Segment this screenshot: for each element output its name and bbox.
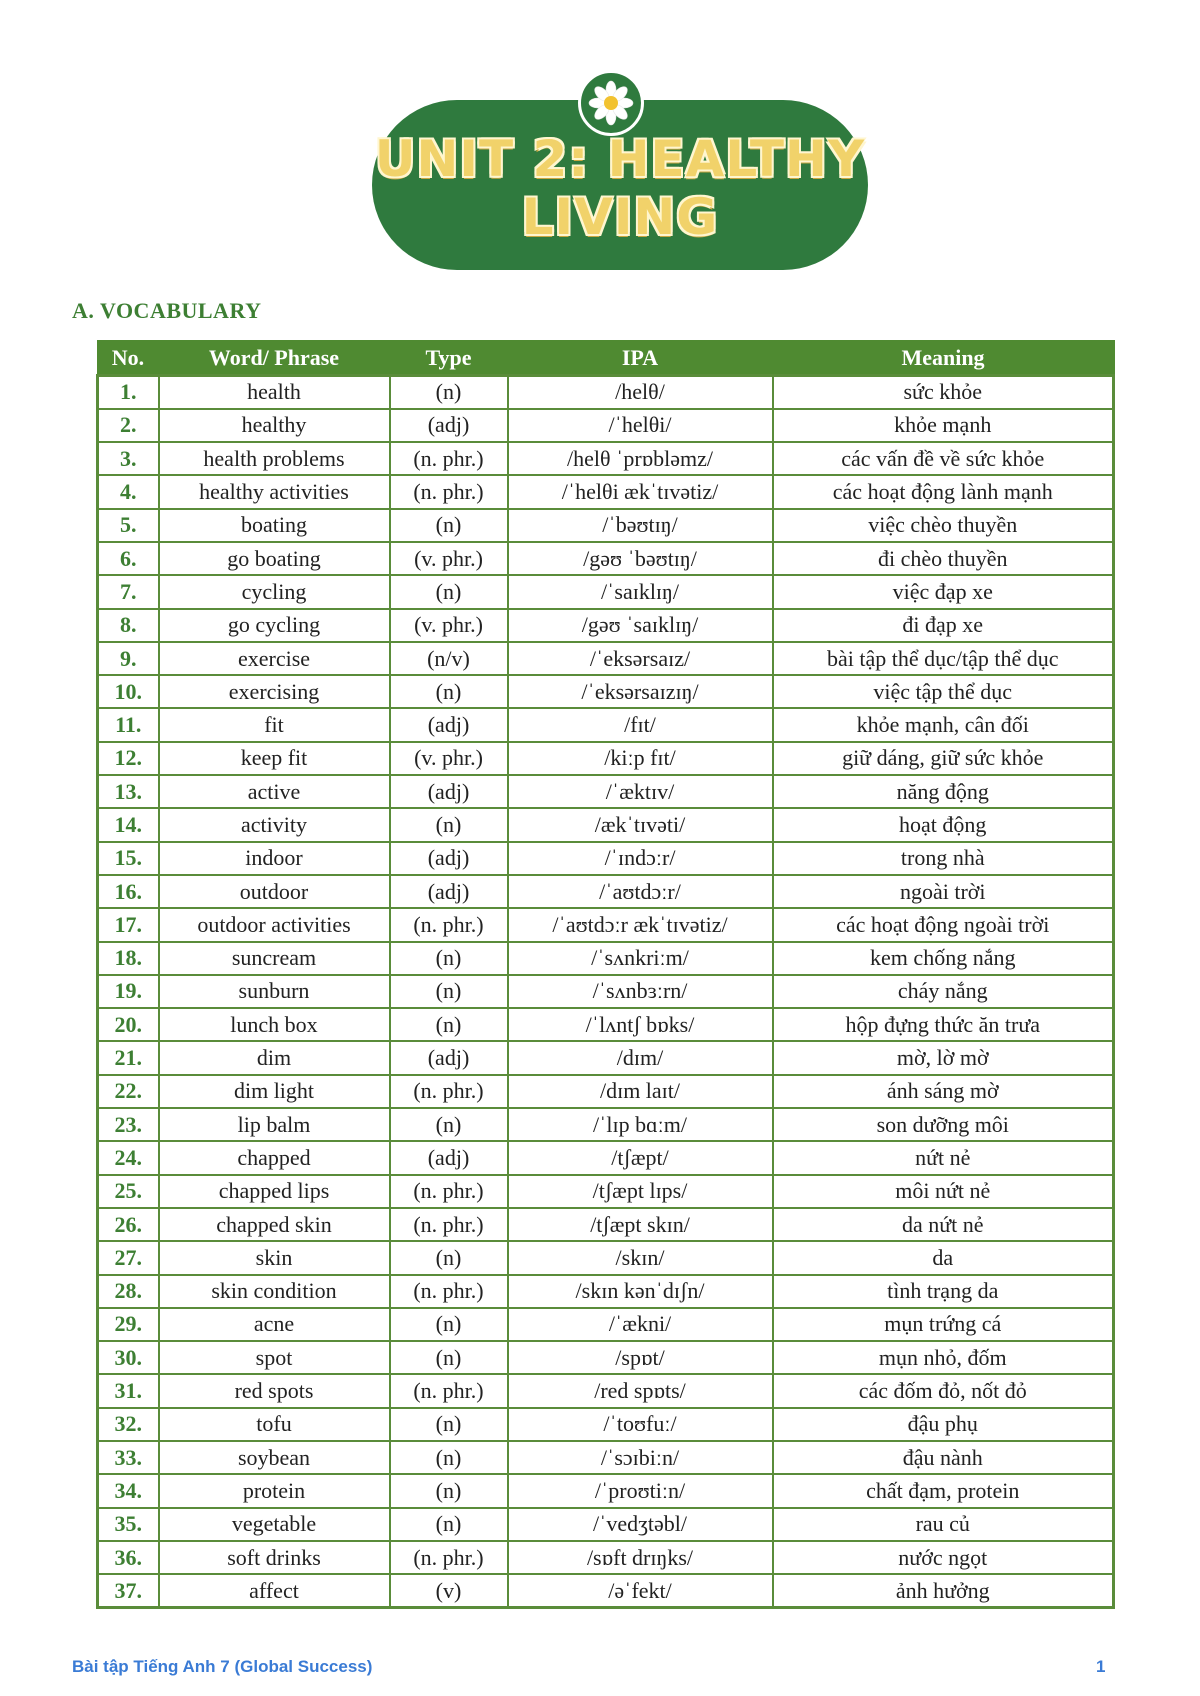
row-number: 28. — [98, 1275, 159, 1308]
meaning-cell: đậu phụ — [773, 1408, 1114, 1441]
ipa-cell: /ˈhelθi ækˈtɪvətiz/ — [508, 475, 773, 508]
page-number: 1 — [1096, 1657, 1106, 1676]
table-row — [98, 442, 1114, 475]
table-row — [98, 1341, 1114, 1374]
table-row — [98, 1308, 1114, 1341]
table-header-row — [98, 341, 1114, 376]
type-cell: (adj) — [390, 1141, 508, 1174]
ipa-cell: /tʃæpt skɪn/ — [508, 1208, 773, 1241]
type-cell: (v) — [390, 1574, 508, 1607]
table-row — [98, 1075, 1114, 1108]
header-word-phrase: Word/ Phrase — [159, 341, 390, 376]
word-phrase-cell: go cycling — [159, 609, 390, 642]
table-row — [98, 775, 1114, 808]
table-row — [98, 1508, 1114, 1541]
table-row — [98, 642, 1114, 675]
ipa-cell: /ˈsʌnbɜːrn/ — [508, 975, 773, 1008]
row-number: 35. — [98, 1508, 159, 1541]
word-phrase-cell: spot — [159, 1341, 390, 1374]
ipa-cell: /tʃæpt/ — [508, 1141, 773, 1174]
table-row — [98, 1241, 1114, 1274]
row-number: 21. — [98, 1041, 159, 1074]
row-number: 6. — [98, 542, 159, 575]
word-phrase-cell: sunburn — [159, 975, 390, 1008]
ipa-cell: /ˈsɔɪbiːn/ — [508, 1441, 773, 1474]
table-row — [98, 942, 1114, 975]
ipa-cell: /əˈfekt/ — [508, 1574, 773, 1607]
word-phrase-cell: cycling — [159, 575, 390, 608]
ipa-cell: /ˈsʌnkriːm/ — [508, 942, 773, 975]
word-phrase-cell: acne — [159, 1308, 390, 1341]
word-phrase-cell: affect — [159, 1574, 390, 1607]
word-phrase-cell: lip balm — [159, 1108, 390, 1141]
ipa-cell: /ˈaʊtdɔːr/ — [508, 875, 773, 908]
word-phrase-cell: dim — [159, 1041, 390, 1074]
ipa-cell: /red spɒts/ — [508, 1374, 773, 1407]
ipa-cell: /ˈɪndɔːr/ — [508, 842, 773, 875]
meaning-cell: ngoài trời — [773, 875, 1114, 908]
meaning-cell: giữ dáng, giữ sức khỏe — [773, 742, 1114, 775]
row-number: 20. — [98, 1008, 159, 1041]
row-number: 23. — [98, 1108, 159, 1141]
ipa-cell: /skɪn/ — [508, 1241, 773, 1274]
row-number: 2. — [98, 409, 159, 442]
type-cell: (adj) — [390, 1041, 508, 1074]
ipa-cell: /ˈlɪp bɑːm/ — [508, 1108, 773, 1141]
row-number: 7. — [98, 575, 159, 608]
table-row — [98, 542, 1114, 575]
table-row — [98, 509, 1114, 542]
row-number: 1. — [98, 376, 159, 409]
meaning-cell: ánh sáng mờ — [773, 1075, 1114, 1108]
type-cell: (v. phr.) — [390, 609, 508, 642]
unit-title-banner — [372, 70, 872, 272]
table-row — [98, 1474, 1114, 1507]
ipa-cell: /gəʊ ˈsaɪklɪŋ/ — [508, 609, 773, 642]
word-phrase-cell: suncream — [159, 942, 390, 975]
header-meaning: Meaning — [773, 341, 1114, 376]
meaning-cell: bài tập thể dục/tập thể dục — [773, 642, 1114, 675]
row-number: 5. — [98, 509, 159, 542]
ipa-cell: /ˈaʊtdɔːr ækˈtɪvətiz/ — [508, 908, 773, 941]
table-row — [98, 1208, 1114, 1241]
meaning-cell: môi nứt nẻ — [773, 1175, 1114, 1208]
word-phrase-cell: keep fit — [159, 742, 390, 775]
meaning-cell: nứt nẻ — [773, 1141, 1114, 1174]
ipa-cell: /ˈeksərsaɪzɪŋ/ — [508, 675, 773, 708]
meaning-cell: trong nhà — [773, 842, 1114, 875]
ipa-cell: /sɒft drɪŋks/ — [508, 1541, 773, 1574]
meaning-cell: son dưỡng môi — [773, 1108, 1114, 1141]
table-row — [98, 1108, 1114, 1141]
header-no: No. — [98, 341, 159, 376]
row-number: 25. — [98, 1175, 159, 1208]
type-cell: (n. phr.) — [390, 908, 508, 941]
word-phrase-cell: lunch box — [159, 1008, 390, 1041]
type-cell: (n. phr.) — [390, 442, 508, 475]
type-cell: (n) — [390, 1508, 508, 1541]
table-row — [98, 708, 1114, 741]
word-phrase-cell: exercise — [159, 642, 390, 675]
word-phrase-cell: chapped skin — [159, 1208, 390, 1241]
ipa-cell: /ˈsaɪklɪŋ/ — [508, 575, 773, 608]
meaning-cell: khỏe mạnh, cân đối — [773, 708, 1114, 741]
meaning-cell: hộp đựng thức ăn trưa — [773, 1008, 1114, 1041]
ipa-cell: /tʃæpt lɪps/ — [508, 1175, 773, 1208]
word-phrase-cell: indoor — [159, 842, 390, 875]
type-cell: (n) — [390, 942, 508, 975]
vocabulary-table — [96, 340, 1115, 1609]
type-cell: (n) — [390, 1008, 508, 1041]
meaning-cell: nước ngọt — [773, 1541, 1114, 1574]
daisy-flower-icon — [578, 70, 644, 136]
ipa-cell: /ˈbəʊtɪŋ/ — [508, 509, 773, 542]
row-number: 29. — [98, 1308, 159, 1341]
meaning-cell: các hoạt động lành mạnh — [773, 475, 1114, 508]
type-cell: (n. phr.) — [390, 1208, 508, 1241]
footer-book-title: Bài tập Tiếng Anh 7 (Global Success) — [72, 1657, 373, 1676]
word-phrase-cell: outdoor activities — [159, 908, 390, 941]
type-cell: (adj) — [390, 842, 508, 875]
meaning-cell: việc chèo thuyền — [773, 509, 1114, 542]
type-cell: (n) — [390, 1341, 508, 1374]
word-phrase-cell: skin — [159, 1241, 390, 1274]
meaning-cell: các đốm đỏ, nốt đỏ — [773, 1374, 1114, 1407]
meaning-cell: các hoạt động ngoài trời — [773, 908, 1114, 941]
ipa-cell: /skɪn kənˈdɪʃn/ — [508, 1275, 773, 1308]
meaning-cell: kem chống nắng — [773, 942, 1114, 975]
word-phrase-cell: boating — [159, 509, 390, 542]
table-row — [98, 1175, 1114, 1208]
word-phrase-cell: health — [159, 376, 390, 409]
type-cell: (n) — [390, 1408, 508, 1441]
meaning-cell: năng động — [773, 775, 1114, 808]
word-phrase-cell: healthy activities — [159, 475, 390, 508]
header-type: Type — [390, 341, 508, 376]
row-number: 13. — [98, 775, 159, 808]
row-number: 26. — [98, 1208, 159, 1241]
row-number: 3. — [98, 442, 159, 475]
type-cell: (n) — [390, 1108, 508, 1141]
type-cell: (n) — [390, 1308, 508, 1341]
meaning-cell: mụn nhỏ, đốm — [773, 1341, 1114, 1374]
table-row — [98, 808, 1114, 841]
type-cell: (n. phr.) — [390, 1541, 508, 1574]
table-row — [98, 475, 1114, 508]
row-number: 22. — [98, 1075, 159, 1108]
table-row — [98, 609, 1114, 642]
ipa-cell: /spɒt/ — [508, 1341, 773, 1374]
ipa-cell: /ækˈtɪvəti/ — [508, 808, 773, 841]
type-cell: (n) — [390, 808, 508, 841]
meaning-cell: đậu nành — [773, 1441, 1114, 1474]
meaning-cell: hoạt động — [773, 808, 1114, 841]
table-row — [98, 875, 1114, 908]
table-row — [98, 1408, 1114, 1441]
word-phrase-cell: go boating — [159, 542, 390, 575]
row-number: 30. — [98, 1341, 159, 1374]
word-phrase-cell: soft drinks — [159, 1541, 390, 1574]
word-phrase-cell: chapped — [159, 1141, 390, 1174]
ipa-cell: /dɪm/ — [508, 1041, 773, 1074]
row-number: 27. — [98, 1241, 159, 1274]
ipa-cell: /ˈproʊtiːn/ — [508, 1474, 773, 1507]
row-number: 8. — [98, 609, 159, 642]
row-number: 31. — [98, 1374, 159, 1407]
word-phrase-cell: exercising — [159, 675, 390, 708]
table-row — [98, 1141, 1114, 1174]
unit-title — [372, 130, 868, 246]
ipa-cell: /gəʊ ˈbəʊtɪŋ/ — [508, 542, 773, 575]
type-cell: (n. phr.) — [390, 1275, 508, 1308]
row-number: 24. — [98, 1141, 159, 1174]
unit-title-line-1: UNIT 2: HEALTHY — [374, 130, 866, 188]
type-cell: (adj) — [390, 708, 508, 741]
word-phrase-cell: activity — [159, 808, 390, 841]
ipa-cell: /ˈtoʊfuː/ — [508, 1408, 773, 1441]
type-cell: (n) — [390, 1441, 508, 1474]
table-row — [98, 675, 1114, 708]
row-number: 32. — [98, 1408, 159, 1441]
type-cell: (n) — [390, 575, 508, 608]
row-number: 9. — [98, 642, 159, 675]
table-row — [98, 409, 1114, 442]
table-row — [98, 908, 1114, 941]
type-cell: (n) — [390, 1474, 508, 1507]
ipa-cell: /ˈhelθi/ — [508, 409, 773, 442]
ipa-cell: /ˈeksərsaɪz/ — [508, 642, 773, 675]
row-number: 34. — [98, 1474, 159, 1507]
meaning-cell: cháy nắng — [773, 975, 1114, 1008]
row-number: 15. — [98, 842, 159, 875]
type-cell: (n) — [390, 675, 508, 708]
type-cell: (adj) — [390, 875, 508, 908]
table-row — [98, 975, 1114, 1008]
word-phrase-cell: tofu — [159, 1408, 390, 1441]
row-number: 37. — [98, 1574, 159, 1607]
word-phrase-cell: chapped lips — [159, 1175, 390, 1208]
unit-title-line-2: LIVING — [521, 188, 719, 246]
table-row — [98, 575, 1114, 608]
row-number: 33. — [98, 1441, 159, 1474]
word-phrase-cell: red spots — [159, 1374, 390, 1407]
meaning-cell: việc tập thể dục — [773, 675, 1114, 708]
row-number: 18. — [98, 942, 159, 975]
row-number: 4. — [98, 475, 159, 508]
meaning-cell: các vấn đề về sức khỏe — [773, 442, 1114, 475]
row-number: 14. — [98, 808, 159, 841]
meaning-cell: việc đạp xe — [773, 575, 1114, 608]
type-cell: (n) — [390, 376, 508, 409]
type-cell: (n. phr.) — [390, 1075, 508, 1108]
word-phrase-cell: skin condition — [159, 1275, 390, 1308]
word-phrase-cell: dim light — [159, 1075, 390, 1108]
ipa-cell: /ˈlʌntʃ bɒks/ — [508, 1008, 773, 1041]
table-row — [98, 1541, 1114, 1574]
type-cell: (n) — [390, 1241, 508, 1274]
word-phrase-cell: fit — [159, 708, 390, 741]
type-cell: (n/v) — [390, 642, 508, 675]
type-cell: (v. phr.) — [390, 742, 508, 775]
meaning-cell: da — [773, 1241, 1114, 1274]
type-cell: (n) — [390, 509, 508, 542]
meaning-cell: khỏe mạnh — [773, 409, 1114, 442]
table-row — [98, 1275, 1114, 1308]
section-heading: A. VOCABULARY — [72, 298, 262, 323]
table-row — [98, 1574, 1114, 1607]
meaning-cell: mờ, lờ mờ — [773, 1041, 1114, 1074]
ipa-cell: /ˈækni/ — [508, 1308, 773, 1341]
meaning-cell: đi chèo thuyền — [773, 542, 1114, 575]
meaning-cell: tình trạng da — [773, 1275, 1114, 1308]
header-ipa: IPA — [508, 341, 773, 376]
type-cell: (n. phr.) — [390, 1175, 508, 1208]
word-phrase-cell: soybean — [159, 1441, 390, 1474]
type-cell: (adj) — [390, 775, 508, 808]
table-row — [98, 842, 1114, 875]
meaning-cell: sức khỏe — [773, 376, 1114, 409]
ipa-cell: /ˈvedʒtəbl/ — [508, 1508, 773, 1541]
ipa-cell: /dɪm laɪt/ — [508, 1075, 773, 1108]
meaning-cell: chất đạm, protein — [773, 1474, 1114, 1507]
type-cell: (n) — [390, 975, 508, 1008]
meaning-cell: mụn trứng cá — [773, 1308, 1114, 1341]
ipa-cell: /helθ/ — [508, 376, 773, 409]
word-phrase-cell: health problems — [159, 442, 390, 475]
table-row — [98, 1008, 1114, 1041]
word-phrase-cell: outdoor — [159, 875, 390, 908]
word-phrase-cell: healthy — [159, 409, 390, 442]
row-number: 17. — [98, 908, 159, 941]
ipa-cell: /helθ ˈprɒbləmz/ — [508, 442, 773, 475]
meaning-cell: rau củ — [773, 1508, 1114, 1541]
word-phrase-cell: protein — [159, 1474, 390, 1507]
row-number: 16. — [98, 875, 159, 908]
ipa-cell: /ˈæktɪv/ — [508, 775, 773, 808]
table-row — [98, 742, 1114, 775]
table-row — [98, 376, 1114, 409]
type-cell: (n. phr.) — [390, 1374, 508, 1407]
type-cell: (v. phr.) — [390, 542, 508, 575]
row-number: 12. — [98, 742, 159, 775]
table-row — [98, 1374, 1114, 1407]
meaning-cell: đi đạp xe — [773, 609, 1114, 642]
row-number: 36. — [98, 1541, 159, 1574]
type-cell: (n. phr.) — [390, 475, 508, 508]
row-number: 11. — [98, 708, 159, 741]
word-phrase-cell: active — [159, 775, 390, 808]
table-row — [98, 1041, 1114, 1074]
meaning-cell: ảnh hưởng — [773, 1574, 1114, 1607]
table-body — [98, 376, 1114, 1608]
row-number: 10. — [98, 675, 159, 708]
meaning-cell: da nứt nẻ — [773, 1208, 1114, 1241]
ipa-cell: /fɪt/ — [508, 708, 773, 741]
word-phrase-cell: vegetable — [159, 1508, 390, 1541]
type-cell: (adj) — [390, 409, 508, 442]
row-number: 19. — [98, 975, 159, 1008]
ipa-cell: /kiːp fɪt/ — [508, 742, 773, 775]
table-row — [98, 1441, 1114, 1474]
